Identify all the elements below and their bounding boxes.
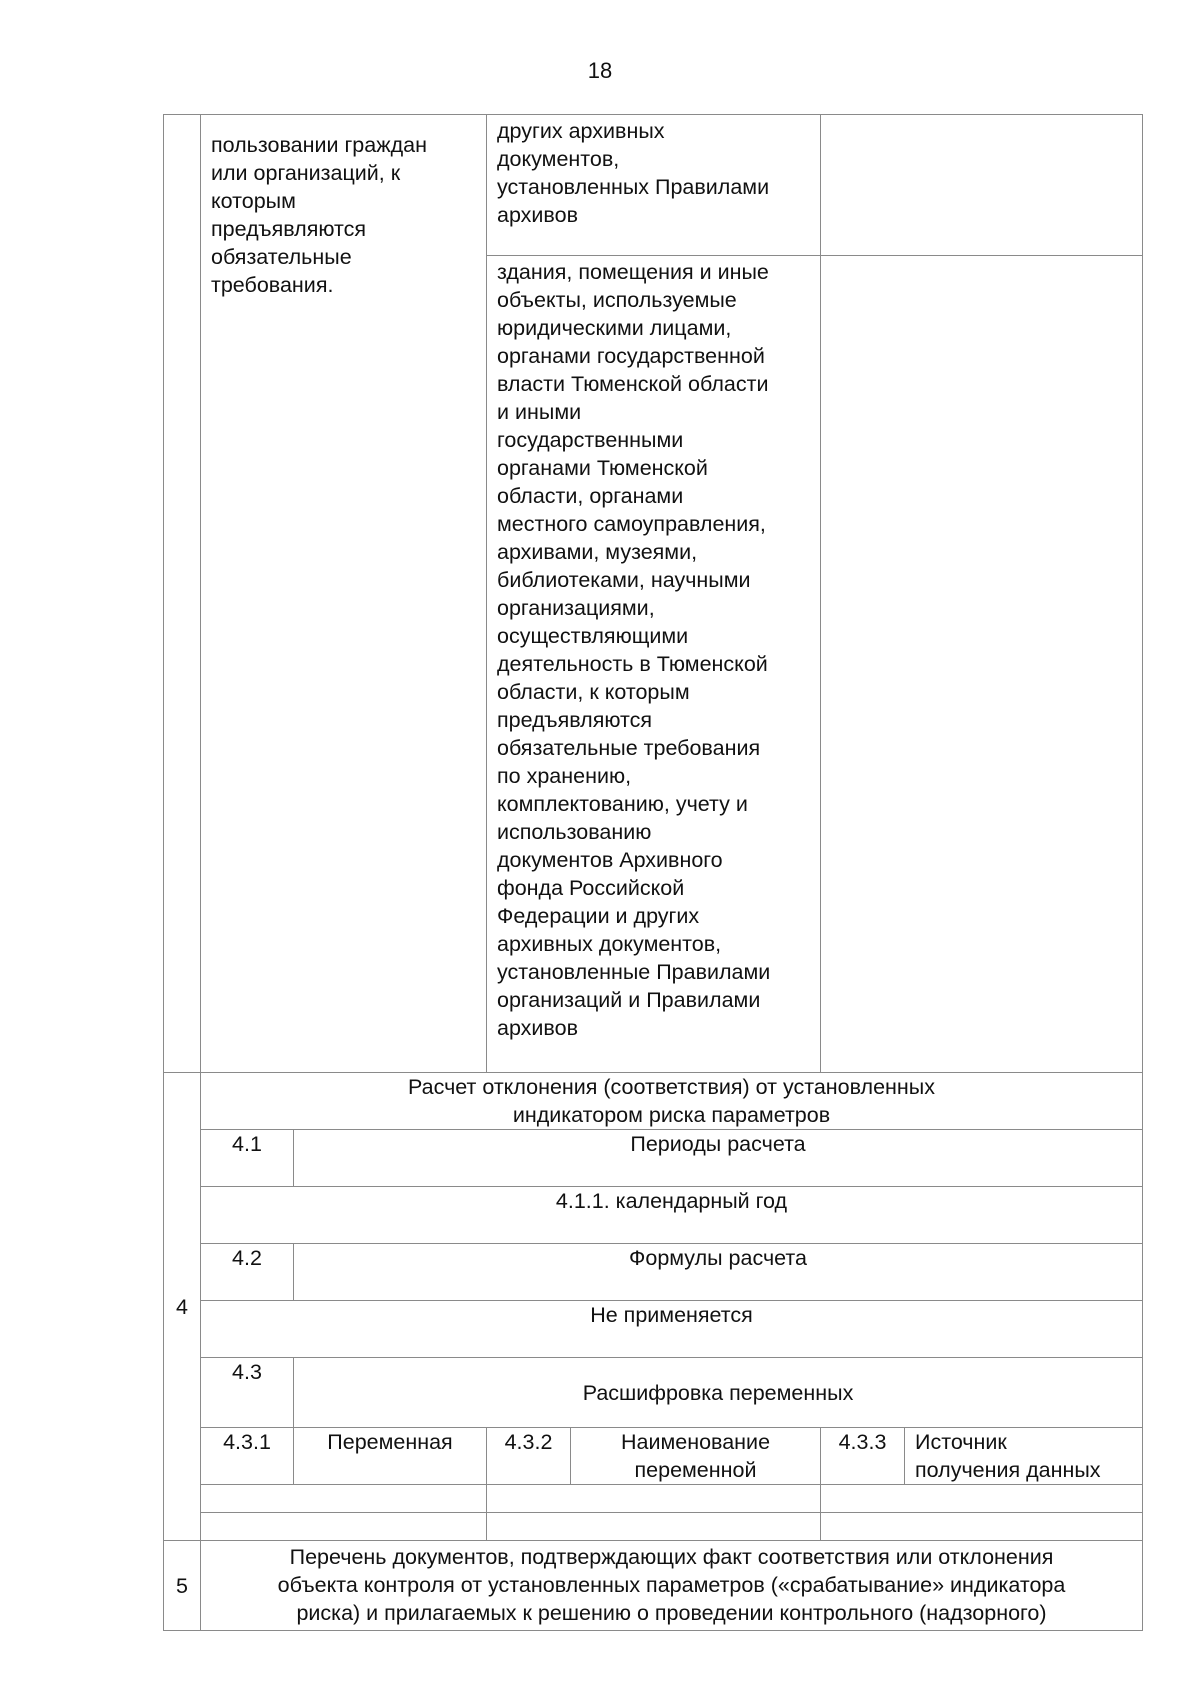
table-row — [164, 1301, 1143, 1358]
table-row — [164, 1244, 1143, 1301]
variables-number: 4.3 — [201, 1358, 294, 1428]
variable-name-col-number: 4.3.2 — [487, 1428, 571, 1485]
table-row — [164, 1130, 1143, 1187]
variable-col-label: Переменная — [294, 1428, 487, 1485]
table-row — [164, 1541, 1143, 1631]
table-row — [164, 1073, 1143, 1130]
empty-data-source-cell — [821, 1513, 1143, 1541]
section5-number: 5 — [164, 1541, 201, 1631]
empty-data-source-cell — [821, 1485, 1143, 1513]
control-subject-cell: пользовании граждан или организаций, к которым предъявляются обязательные требования. — [201, 115, 487, 1073]
data-source-col-label: Источник получения данных — [905, 1428, 1143, 1485]
data-source-col-number: 4.3.3 — [821, 1428, 905, 1485]
table-row — [164, 1428, 1143, 1485]
object-note-cell-1 — [821, 115, 1143, 256]
empty-variable-name-cell — [487, 1513, 821, 1541]
periods-number: 4.1 — [201, 1130, 294, 1187]
variables-label: Расшифровка переменных — [294, 1358, 1143, 1428]
control-object-cell-1: других архивных документов, установленных Правилами архивов — [487, 115, 821, 256]
variable-col-number: 4.3.1 — [201, 1428, 294, 1485]
empty-variable-name-cell — [487, 1485, 821, 1513]
periods-label: Периоды расчета — [294, 1130, 1143, 1187]
formulas-number: 4.2 — [201, 1244, 294, 1301]
variable-name-col-label: Наименование переменной — [571, 1428, 821, 1485]
control-object-cell-2: здания, помещения и иные объекты, используемые юридическими лицами, органами государственной власти Тюменской области и иными государственными органами Тюменской области, органами местного самоуправления, архивами, музеями, библиотеками, научными организациями, осуществляющими деятельность в Тюменской области, к которым предъявляются обязательные требования по хранению, комплектованию, учету и использованию документов Архивного фонда Российской Федерации и других архивных документов, установленные Правилами организаций и Правилами архивов — [487, 256, 821, 1073]
section3-number-cell — [164, 115, 201, 1073]
section4-title: Расчет отклонения (соответствия) от установленных индикатором риска параметров — [201, 1073, 1143, 1130]
periods-value: 4.1.1. календарный год — [201, 1187, 1143, 1244]
formulas-label: Формулы расчета — [294, 1244, 1143, 1301]
table-row — [164, 1187, 1143, 1244]
section4-number: 4 — [164, 1073, 201, 1541]
table-row — [164, 1358, 1143, 1428]
risk-indicator-table — [163, 114, 1143, 1631]
table-row — [164, 115, 1143, 256]
table-row — [164, 1485, 1143, 1513]
page-number: 18 — [587, 58, 613, 83]
formulas-value: Не применяется — [201, 1301, 1143, 1358]
object-note-cell-2 — [821, 256, 1143, 1073]
section5-text: Перечень документов, подтверждающих факт соответствия или отклонения объекта контроля от установленных параметров («срабатывание» индикатора риска) и прилагаемых к решению о проведении контрольного (надзорного) — [201, 1541, 1143, 1631]
empty-variable-cell — [201, 1485, 487, 1513]
empty-variable-cell — [201, 1513, 487, 1541]
table-row — [164, 1513, 1143, 1541]
